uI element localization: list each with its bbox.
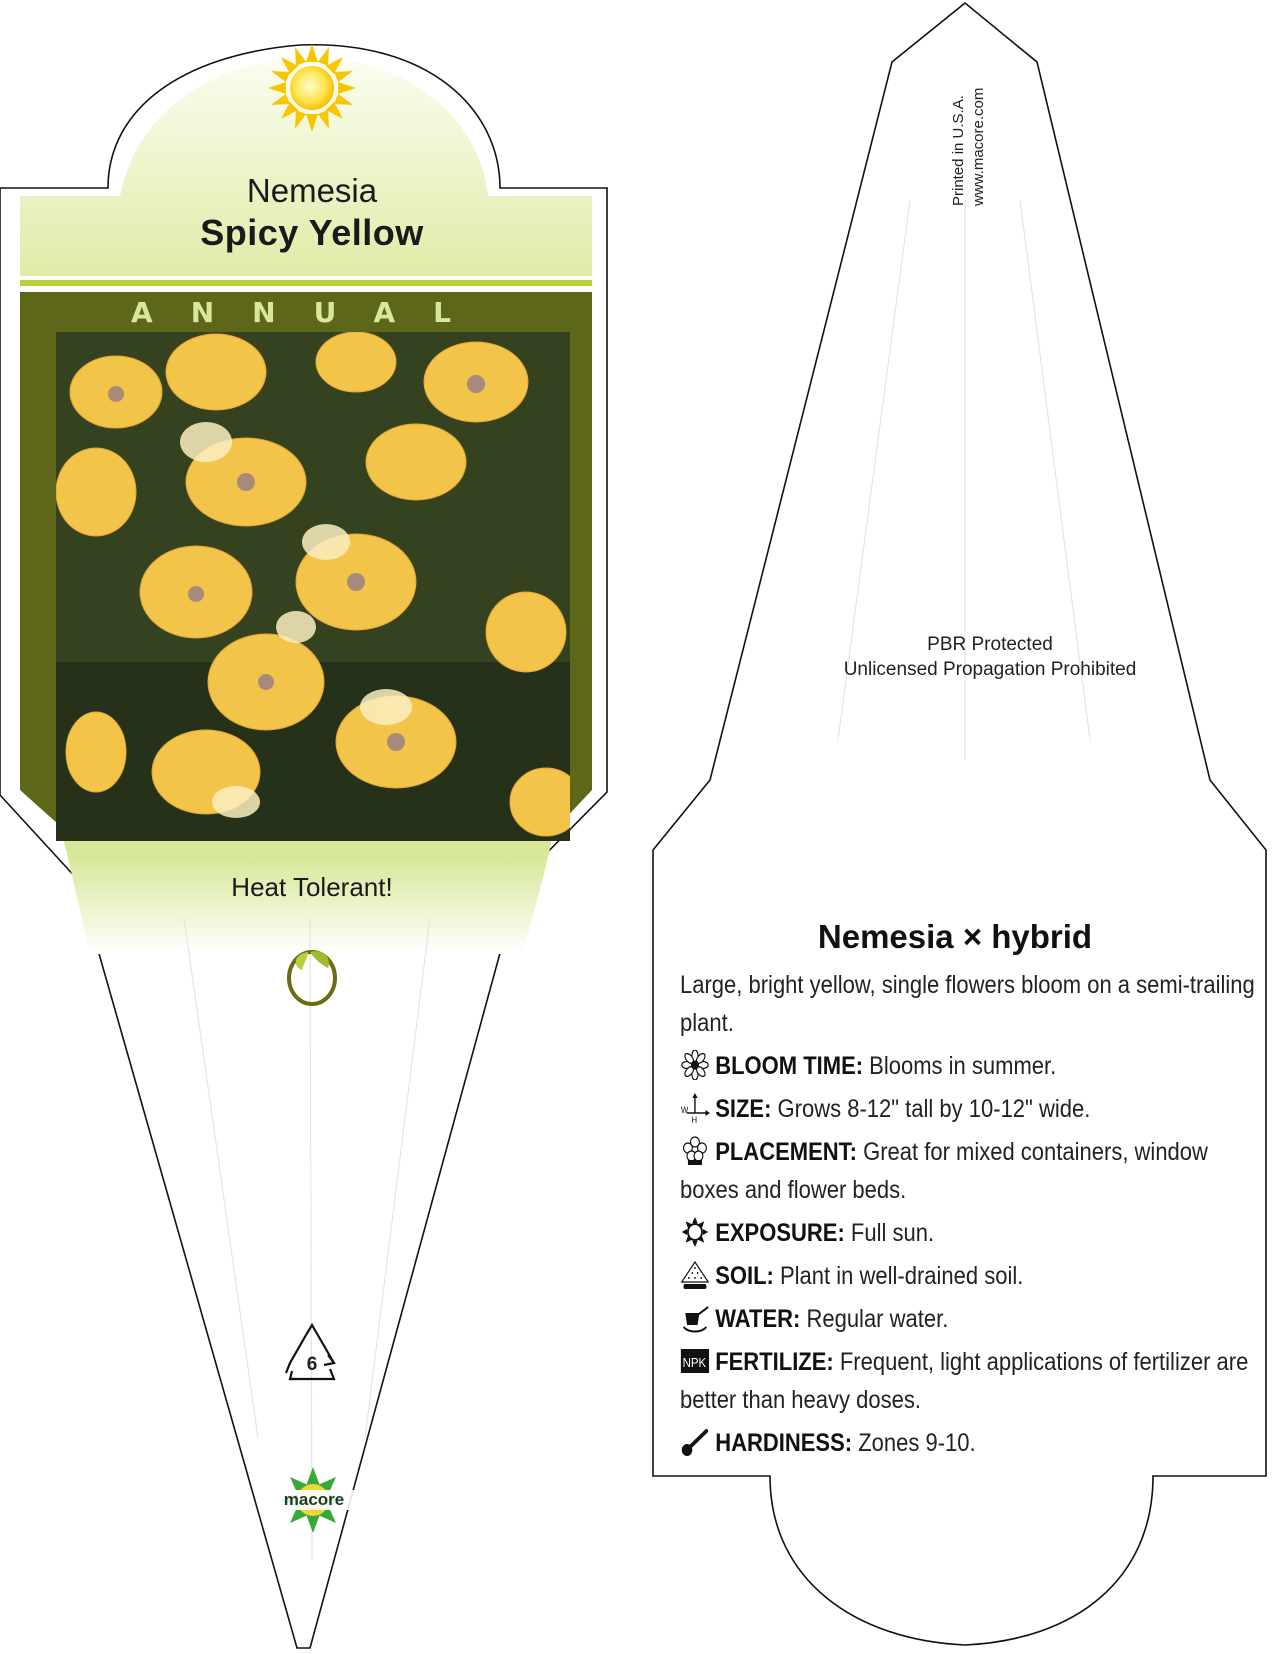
size-icon xyxy=(680,1093,710,1123)
flower-photo xyxy=(56,332,570,841)
care-row-exposure xyxy=(680,1214,1261,1252)
care-row-fertilize xyxy=(680,1343,1261,1419)
care-row-water xyxy=(680,1300,1261,1338)
pbr-line-1: PBR Protected xyxy=(927,634,1053,655)
feature-text: Heat Tolerant! xyxy=(231,872,393,902)
care-text: Blooms in summer. xyxy=(869,1052,1057,1080)
svg-text:H: H xyxy=(691,1114,698,1123)
printed-in-note: Printed in U.S.A. xyxy=(950,95,967,206)
care-text: Zones 9-10. xyxy=(858,1429,976,1457)
soil-icon xyxy=(680,1260,710,1290)
sun-icon xyxy=(680,1217,710,1247)
care-text: Frequent, light applications of fertilizer are better than heavy doses. xyxy=(680,1348,1249,1414)
care-row-size xyxy=(680,1090,1261,1128)
care-row-bloom-time xyxy=(680,1047,1261,1085)
care-instructions xyxy=(680,966,1261,1467)
care-label: WATER: xyxy=(715,1305,801,1333)
recycle-number: 6 xyxy=(306,1354,318,1375)
care-label: HARDINESS: xyxy=(715,1429,853,1457)
care-row-soil xyxy=(680,1257,1261,1295)
thermometer-icon xyxy=(680,1427,710,1457)
front-tag-shape xyxy=(0,45,607,1648)
care-row-hardiness xyxy=(680,1424,1261,1462)
website-note: www.macore.com xyxy=(970,87,987,206)
care-label: BLOOM TIME: xyxy=(715,1052,864,1080)
care-label: SIZE: xyxy=(715,1095,772,1123)
category-label: ANNUAL xyxy=(131,296,489,329)
care-label: SOIL: xyxy=(715,1262,774,1290)
care-label: FERTILIZE: xyxy=(715,1348,834,1376)
plant-description: Large, bright yellow, single flowers bloom on a semi-trailing plant. xyxy=(680,971,1255,1037)
svg-text:NPK: NPK xyxy=(682,1355,707,1371)
care-label: EXPOSURE: xyxy=(715,1219,845,1247)
care-label: PLACEMENT: xyxy=(715,1138,857,1166)
common-name: Nemesia xyxy=(246,172,378,209)
svg-text:W: W xyxy=(680,1104,689,1116)
variety-name: Spicy Yellow xyxy=(200,212,424,253)
nemesia-flowers-image xyxy=(56,332,570,841)
care-row-placement xyxy=(680,1133,1261,1209)
care-text: Great for mixed containers, window boxes and flower beds. xyxy=(680,1138,1208,1204)
botanical-name: Nemesia × hybrid xyxy=(817,918,1093,955)
watering-can-icon xyxy=(680,1303,710,1333)
care-text: Regular water. xyxy=(806,1305,949,1333)
pbr-line-2: Unlicensed Propagation Prohibited xyxy=(843,659,1137,680)
care-text: Full sun. xyxy=(850,1219,935,1247)
logo-text: macore xyxy=(283,1490,345,1509)
care-text: Grows 8-12" tall by 10-12" wide. xyxy=(777,1095,1091,1123)
pbr-notice xyxy=(770,632,1210,682)
care-text: Plant in well-drained soil. xyxy=(779,1262,1024,1290)
npk-icon xyxy=(680,1346,710,1376)
sun-icon xyxy=(268,44,356,132)
placement-icon xyxy=(680,1136,710,1166)
flower-icon xyxy=(680,1050,710,1080)
